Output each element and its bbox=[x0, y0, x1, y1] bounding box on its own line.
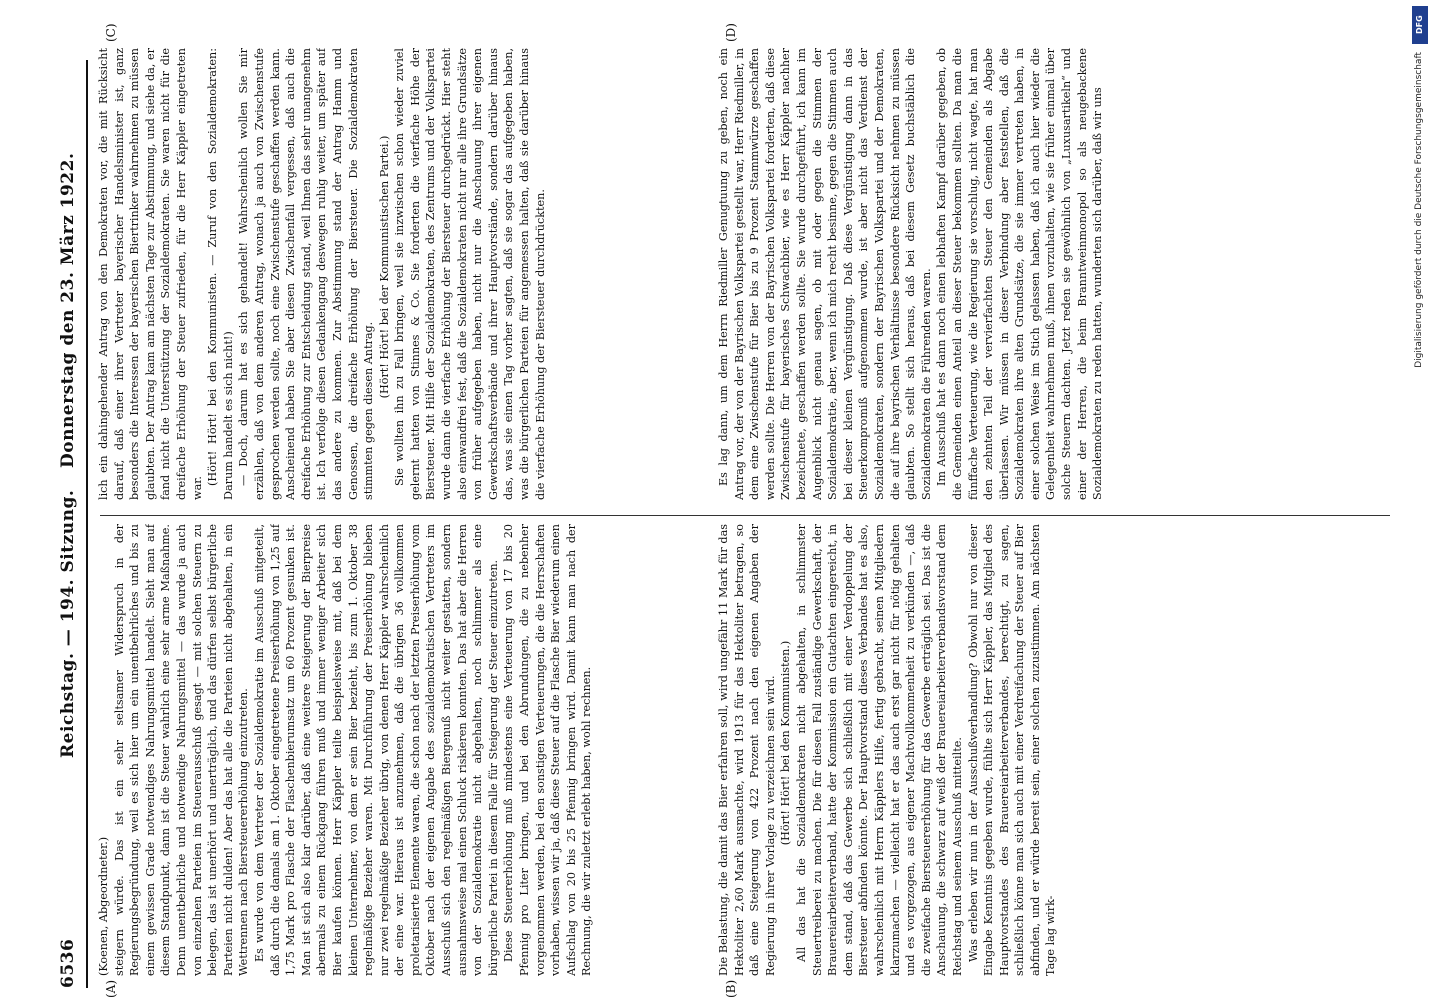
column-right-bottom bbox=[716, 48, 1370, 500]
paragraph: Sie wollten ihn zu Fall bringen, weil sie inzwischen schon wieder zuviel gelernt hatten von Stinnes & Co. Sie forderten die vierfache Höhe der Biersteuer. Mit Hilfe der Sozialdemokraten, des Zentrums und der Volkspartei wurde dann die vierfache Erhöhung der Biersteuer durchgedrückt. Hier steht also einwandfrei fest, daß die Sozialdemokraten nicht nur alle ihre Grundsätze von früher aufgegeben haben, nicht nur die Anschauung ihrer eigenen Gewerkschaftsverbände und ihrer Hauptvorstände, sondern darüber hinaus das, was sie einen Tag vorher sagten, daß sie sogar das aufgegeben haben, was die bürgerlichen Parteien für angemessen halten, daß sie darüber hinaus die vierfache Erhöhung der Biersteuer durchdrückten. bbox=[393, 48, 547, 500]
column-left-top bbox=[96, 524, 706, 976]
interjection: (Hört! Hört! bei den Kommunisten. — Zuruf von den Sozialdemokraten: Darum handelt es sich nicht!) bbox=[206, 48, 235, 500]
margin-mark-a: (A) bbox=[104, 979, 118, 998]
session-date: Donnerstag den 23. März 1922. bbox=[58, 152, 78, 468]
dfg-logo: DFG bbox=[1412, 6, 1428, 44]
paragraph: steigern würde. Das ist ein sehr seltsamer Widerspruch in der Regierungsbegründung, weil es sich hier um ein unentbehrliches und bis zu einem gewissen Grade notwendiges Nahrungsmittel handelt. Sieht man auf diesem Standpunkt, dann ist die Steuer wahrlich eine sehr arme Maßnahme. Denn unentbehrliche und notwendige Nahrungsmittel — das wurde ja auch von einzelnen Parteien im Steuerausschuß gesagt — mit solchen Steuern zu belegen, das ist unerhört und unerträglich, und das dürfen selbst bürgerliche Parteien nicht dulden! Aber das hat alle die Parteien nicht abgehalten, in ein Wettrennen nach Biersteuererhöhung einzutreten. bbox=[112, 524, 251, 976]
column-left-bottom bbox=[716, 524, 1370, 976]
header-rule bbox=[86, 60, 88, 988]
digitization-note: Digitalisierung gefördert durch die Deutsche Forschungsgemeinschaft bbox=[1414, 52, 1424, 368]
paragraph: Diese Steuererhöhung muß mindestens eine Verteuerung von 17 bis 20 Pfennig pro Liter bringen, und bei den Abrundungen, die zu nebenher vorgenommen werden, bei den sonstigen Verteuerungen, die die Herrschaften vorhaben, wissen wir ja, daß diese Steuer auf die Flasche Bier wiederum einen Aufschlag von 20 bis 25 Pfennig bringen wird. Damit kann man nach der Rechnung, die wir zuletzt erlebt haben, wohl rechnen. bbox=[502, 524, 594, 976]
interjection: (Hört! Hört! bei der Kommunistischen Partei.) bbox=[377, 135, 391, 399]
paragraph: All das hat die Sozialdemokraten nicht abgehalten, in schlimmster Steuertreiberei zu machen. Die für diesen Fall zuständige Gewerkschaft, der Brauereiarbeiterverband, hatte der Kommission ein Gutachten eingereicht, in dem stand, daß das Gewerbe sich schließlich mit einer Verdoppelung der Biersteuer abfinden könnte. Der Hauptvorstand dieses Verbandes hat es also, wahrscheinlich mit Herrn Käpplers Hilfe, fertig gebracht, seinen Mitgliedern klarzumachen — vielleicht hat er das auch erst gar nicht für nötig gehalten und es vorgezogen, aus eigener Machtvollkommenheit zu verkünden —, daß die zweifache Biersteuererhöhung für das Gewerbe erträglich sei. Das ist die Anschauung, die schwarz auf weiß der Brauereiarbeiterverbandsvorstand dem Reichstag und seinem Ausschuß mitteilte. bbox=[794, 524, 964, 976]
column-divider bbox=[100, 515, 1390, 516]
paragraph: — Doch, darum hat es sich gehandelt! Wahrscheinlich wollen Sie mir erzählen, daß von dem anderen Antrag, wonach ja auch von Zwischenstufe gesprochen werden sollte, noch eine Zwischenstufe geschaffen werden kann. Anscheinend haben Sie aber diesen Zwischenfall vergessen, daß auch die dreifache Erhöhung zur Entscheidung stand, weil Ihnen das sehr unangenehm ist. Ich verfolge diesen Gedankengang deswegen ruhig weiter, um später auf das andere zu kommen. Zur Abstimmung stand der Antrag Hamm und Genossen, die dreifache Erhöhung der Biersteuer. Die Sozialdemokraten stimmten gegen diesen Antrag. bbox=[237, 48, 376, 500]
speaker-label: (Koenen, Abgeordneter.) bbox=[97, 836, 110, 976]
margin-mark-d: (D) bbox=[724, 23, 738, 42]
margin-mark-b: (B) bbox=[724, 979, 738, 998]
paragraph: lich ein dahingehender Antrag von den Demokraten vor, die mit Rücksicht darauf, daß einer ihrer Vertreter bayerischer Handelsminister ist, ganz besonders die Interessen der bayerischen Biertrinker wahrnehmen zu müssen glaubten. Der Antrag kam am nächsten Tage zur Abstimmung, und siehe da, er fand nicht die Unterstützung der Sozialdemokraten. Sie waren nicht für die dreifache Erhöhung der Steuer zufrieden, für die Herr Käppler eingetreten war. bbox=[97, 48, 204, 500]
paragraph: Es lag dann, um dem Herrn Riedmiller Genugtuung zu geben, noch ein Antrag vor, der von der Bayrischen Volkspartei gestellt war, Herr Riedmiller, in dem eine Zwischenstufe für Bier bis zu 9 Prozent Stammwürze geschaffen werden sollte. Die Herren von der Bayrischen Volkspartei forderten, daß diese Zwischenstufe für bayerisches Schwachbier, wie es Herr Käppler nachher bezeichnete, geschaffen werden sollte. Sie wurde durchgeführt, ich kann im Augenblick nicht genau sagen, ob mit oder gegen die Stimmen der Sozialdemokratie, aber, wenn ich mich recht besinne, gegen die Stimmen auch bei dieser kleinen Vergünstigung. Daß diese Vergünstigung dann in das Steuerkompromiß aufgenommen wurde, ist aber nicht das Verdienst der Sozialdemokraten, sondern der Bayrischen Volkspartei und der Demokraten, die auf ihre bayrischen Verhältnisse besondere Rücksicht nehmen zu müssen glaubten. So stellt sich heraus, daß bei diesem Gesetz buchstäblich die Sozialdemokraten die Führenden waren. bbox=[717, 48, 933, 500]
interjection: (Hört! Hört! bei den Kommunisten.) bbox=[779, 640, 793, 846]
paragraph: Was erleben wir nun in der Ausschußverhandlung? Obwohl nur von dieser Eingabe Kenntnis gegeben wurde, fühlte sich Herr Käppler, das Mitglied des Hauptvorstandes des Brauereiarbeiterverbandes, berechtigt, zu sagen, schließlich könne man sich auch mit einer Verdreifachung der Steuer auf Bier abfinden, und er würde bereit sein, einer solchen zuzustimmen. Am nächsten Tage lag wirk- bbox=[966, 524, 1058, 976]
column-right-top bbox=[96, 48, 706, 500]
page-number: 6536 bbox=[58, 938, 78, 988]
session-title: Reichstag. — 194. Sitzung. bbox=[58, 489, 78, 758]
page-header bbox=[58, 58, 84, 988]
margin-mark-c: (C) bbox=[104, 23, 118, 42]
paragraph: Im Ausschuß hat es dann noch einen lebhaften Kampf darüber gegeben, ob die Gemeinden einen Anteil an dieser Steuer bekommen sollten. Da man die fünffache Verteuerung, wie die Regierung sie vorschlug, nicht wagte, hat man den zehnten Teil der vervierfachten Steuer den Gemeinden als Abgabe überlassen. Wir müssen in dieser Verbindung aber feststellen, daß die Sozialdemokraten ihre alten Grundsätze, die sie immer vertreten haben, in einer solchen Weise im Stich gelassen haben, daß ich auch hier wieder die Gelegenheit wahrnehmen muß, ihnen vorzuhalten, wie sie früher einmal über solche Steuern dachten. Jetzt reden sie gewöhnlich von „Luxusartikeln“ und einer der Herren, die beim Branntweinmonopol so als neugebackene Sozialdemokraten zu reden hatten, wunderten sich darüber, daß wir uns bbox=[935, 48, 1105, 500]
paragraph: Die Belastung, die damit das Bier erfahren soll, wird ungefähr 11 Mark für das Hektoliter 2,60 Mark ausmachte, wird 1913 für das Hektoliter betragen, so daß eine Steigerung von 422 Prozent nach den eigenen Angaben der Regierung in ihrer Vorlage zu verzeichnen sein wird. bbox=[717, 524, 777, 976]
paragraph: Es wurde von dem Vertreter der Sozialdemokratie im Ausschuß mitgeteilt, daß durch die damals am 1. Oktober eingetretene Preiserhöhung von 1,25 auf 1,75 Mark pro Flasche der Flaschenbierumsatz um 60 Prozent gesunken ist. Man ist sich also klar darüber, daß eine weitere Steigerung der Bierpreise abermals zu einem Rückgang führen muß und immer weniger Arbeiter sich Bier kaufen können. Herr Käppler teilte beispielsweise mit, daß bei dem kleinen Unternehmer, von dem er sein Bier bezieht, bis zum 1. Oktober 38 regelmäßige Bezieher waren. Mit Durchführung der Preiserhöhung blieben nur zwei regelmäßige Bezieher übrig, von denen Herr Käppler wahrscheinlich der eine war. Hieraus ist anzunehmen, daß die übrigen 36 vollkommen proletarisierte Elemente waren, die schon nach der letzten Preiserhöhung vom Oktober nach der eigenen Angabe des sozialdemokratischen Vertreters im Ausschuß sich den regelmäßigen Biergenuß nicht weiter gestatten, sondern ausnahmsweise mal einen Schluck riskieren konnten. Das hat aber die Herren von der Sozialdemokratie nicht abgehalten, noch schlimmer als eine bürgerliche Partei in diesem Falle für Steigerung der Steuer einzutreten. bbox=[252, 524, 500, 976]
